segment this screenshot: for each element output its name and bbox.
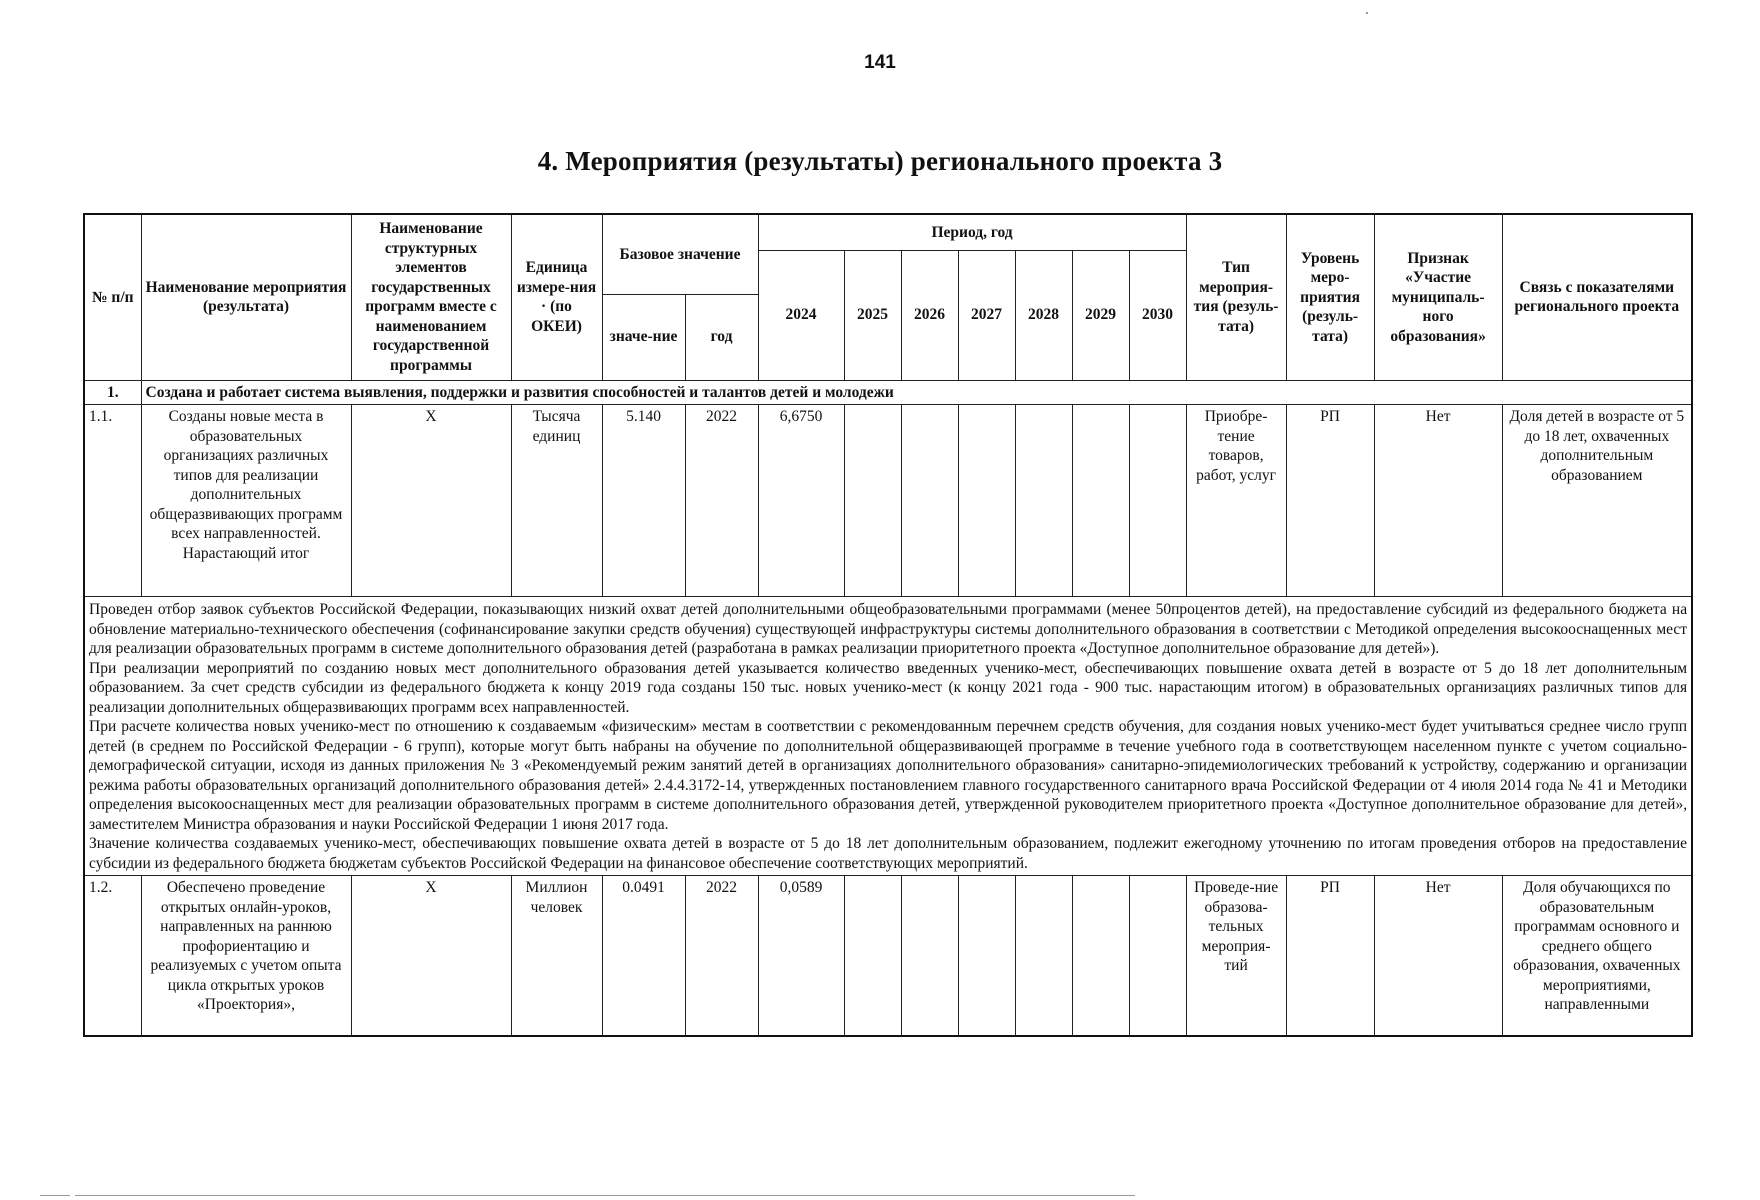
description-row <box>84 597 1692 876</box>
row-value-2027 <box>958 405 1015 597</box>
row-level: РП <box>1286 405 1374 597</box>
header-link: Связь с показателями регионального проекта <box>1502 214 1692 380</box>
header-base-value: значе-ние <box>602 294 685 380</box>
description-paragraph: При расчете количества новых ученико-мест по отношению к создаваемым «физическим» местам в соответствии с рекомендованным перечнем средств обучения, для создания новых ученико-мест будет учитываться среднее число групп детей (в среднем по Российской Федерации - 6 групп), которые могут быть набраны на обучение по дополнительной общеразвивающей программе в течение учебного года в соответствующем населенном пункте с учетом социально-демографической ситуации, исходя из данных приложения № 3 «Рекомендуемый режим занятий детей в организациях дополнительного образования» санитарно-эпидемиологических требований к устройству, содержанию и организации режима работы образовательных организаций дополнительного образования детей» 2.4.4.3172-14, утвержденных постановлением главного государственного санитарного врача Российской Федерации от 4 июля 2014 года № 41 и Методики определения высокооснащенных мест для реализации образовательных программ в системе дополнительного образования детей, утвержденной руководителем приоритетного проекта «Доступное дополнительное образование для детей», заместителем Министра образования и науки Российской Федерации 1 июня 2017 года. <box>89 718 1688 833</box>
header-year-2027: 2027 <box>958 250 1015 380</box>
row-type: Приобре-тение товаров, работ, услуг <box>1186 405 1286 597</box>
scan-artifact <box>75 1195 1135 1196</box>
page-title: 4. Мероприятия (результаты) регионального проекта 3 <box>537 146 1223 176</box>
header-unit: Единица измере-ния · (по ОКЕИ) <box>511 214 602 380</box>
table-row <box>84 876 1692 1036</box>
row-base-year: 2022 <box>685 876 758 1036</box>
header-year-2024: 2024 <box>758 250 844 380</box>
row-base-year: 2022 <box>685 405 758 597</box>
header-year-2026: 2026 <box>901 250 958 380</box>
section-row <box>84 380 1692 405</box>
row-value-2027 <box>958 876 1015 1036</box>
description-block <box>84 597 1692 876</box>
header-base: Базовое значение <box>602 214 758 294</box>
row-struct: X <box>351 405 511 597</box>
row-municipal: Нет <box>1374 876 1502 1036</box>
header-municipal: Признак «Участие муниципаль-ного образования» <box>1374 214 1502 380</box>
results-table <box>83 213 1693 1037</box>
description-paragraph: Значение количества создаваемых ученико-мест, обеспечивающих повышение охвата детей в возрасте от 5 до 18 лет дополнительным образованием, подлежит ежегодному уточнению по итогам проведения отборов на предоставление субсидии из федерального бюджета бюджетам субъектов Российской Федерации на финансовое обеспечение соответствующих мероприятий. <box>89 835 1688 872</box>
header-year-2030: 2030 <box>1129 250 1186 380</box>
row-base-value: 5.140 <box>602 405 685 597</box>
row-value-2028 <box>1015 405 1072 597</box>
row-unit: Тысяча единиц <box>511 405 602 597</box>
row-struct: X <box>351 876 511 1036</box>
row-base-value: 0.0491 <box>602 876 685 1036</box>
section-num: 1. <box>84 380 141 405</box>
row-level: РП <box>1286 876 1374 1036</box>
header-struct: Наименование структурных элементов государственных программ вместе с наименованием государственной программы <box>351 214 511 380</box>
row-type: Проведе-ние образова-тельных мероприя-тий <box>1186 876 1286 1036</box>
row-value-2026 <box>901 876 958 1036</box>
row-link: Доля детей в возрасте от 5 до 18 лет, охваченных дополнительным образованием <box>1502 405 1692 597</box>
scan-artifact <box>1366 12 1368 14</box>
row-value-2025 <box>844 876 901 1036</box>
row-num: 1.2. <box>84 876 141 1036</box>
row-value-2025 <box>844 405 901 597</box>
row-value-2030 <box>1129 876 1186 1036</box>
header-year-2028: 2028 <box>1015 250 1072 380</box>
row-municipal: Нет <box>1374 405 1502 597</box>
header-num: № п/п <box>84 214 141 380</box>
row-unit: Миллион человек <box>511 876 602 1036</box>
header-type: Тип мероприя-тия (резуль-тата) <box>1186 214 1286 380</box>
header-year-2029: 2029 <box>1072 250 1129 380</box>
row-value-2029 <box>1072 876 1129 1036</box>
header-base-year: год <box>685 294 758 380</box>
row-name: Обеспечено проведение открытых онлайн-уроков, направленных на раннюю профориентацию и реализуемых с учетом опыта цикла открытых уроков «Проектория», <box>141 876 351 1036</box>
row-link: Доля обучающихся по образовательным программам основного и среднего общего образования, охваченных мероприятиями, направленными <box>1502 876 1692 1036</box>
row-value-2024: 0,0589 <box>758 876 844 1036</box>
scan-artifact <box>40 1195 70 1196</box>
section-title: Создана и работает система выявления, поддержки и развития способностей и талантов детей и молодежи <box>141 380 1692 405</box>
header-name: Наименование мероприятия (результата) <box>141 214 351 380</box>
description-paragraph: Проведен отбор заявок субъектов Российской Федерации, показывающих низкий охват детей дополнительными общеобразовательными программами (менее 50процентов детей), на предоставление субсидий из федерального бюджета на обновление материально-технического обеспечения (софинансирование закупки средств обучения) существующей инфраструктуры системы дополнительного образования в соответствии с Методикой определения высокооснащенных мест для реализации образовательных программ в системе дополнительного образования детей (разработана в рамках реализации приоритетного проекта «Доступное дополнительное образование для детей»). <box>89 601 1688 657</box>
row-num: 1.1. <box>84 405 141 597</box>
row-value-2028 <box>1015 876 1072 1036</box>
row-value-2029 <box>1072 405 1129 597</box>
header-year-2025: 2025 <box>844 250 901 380</box>
page-number: 141 <box>864 52 896 73</box>
row-value-2026 <box>901 405 958 597</box>
row-value-2030 <box>1129 405 1186 597</box>
description-paragraph: При реализации мероприятий по созданию новых мест дополнительного образования детей указывается количество введенных ученико-мест, обеспечивающих повышение охвата детей в возрасте от 5 до 18 лет дополнительным образованием. За счет средств субсидии из федерального бюджета к концу 2019 года созданы 150 тыс. новых ученико-мест (к концу 2021 года - 900 тыс. нарастающим итогом) в образовательных организациях различных типов для реализации дополнительных общеразвивающих программ всех направленностей. <box>89 659 1688 716</box>
header-period: Период, год <box>758 214 1186 250</box>
row-name: Созданы новые места в образовательных организациях различных типов для реализации дополнительных общеразвивающих программ всех направленностей. Нарастающий итог <box>141 405 351 597</box>
row-value-2024: 6,6750 <box>758 405 844 597</box>
table-row <box>84 405 1692 597</box>
header-level: Уровень меро-приятия (резуль-тата) <box>1286 214 1374 380</box>
